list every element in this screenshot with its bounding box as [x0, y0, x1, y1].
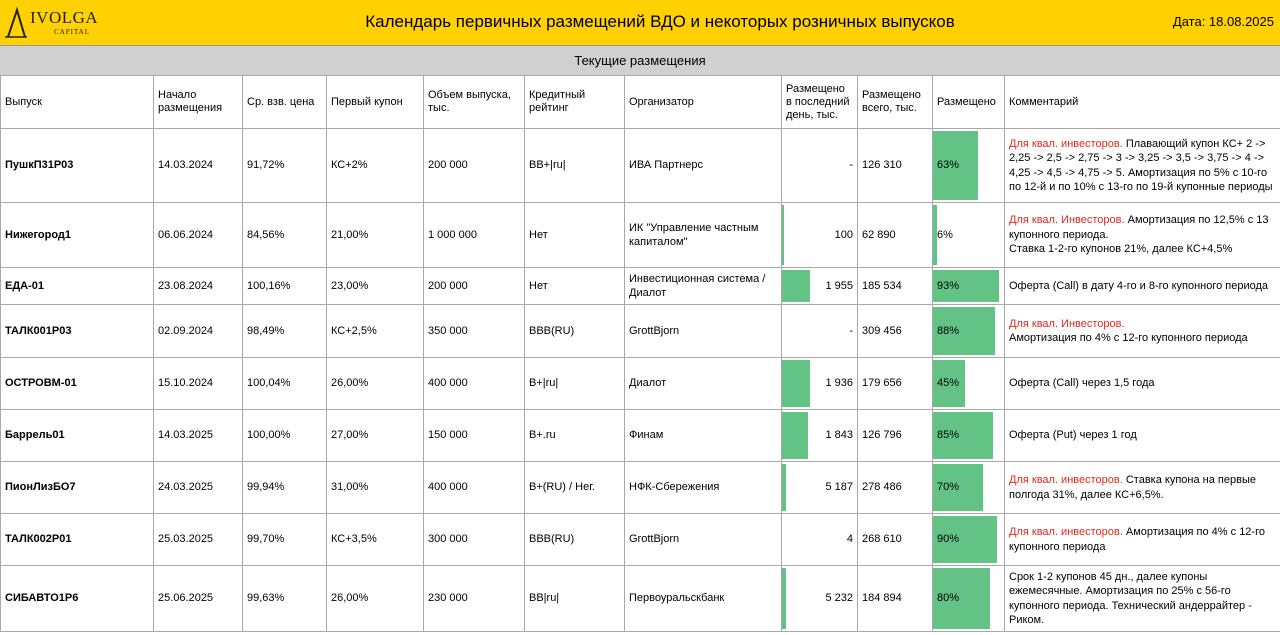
column-header: Комментарий — [1005, 76, 1280, 129]
placed-percent-value: 85% — [937, 429, 960, 442]
placed-percent — [933, 462, 1005, 514]
placed-last-day-value: 5 232 — [825, 592, 853, 605]
issue-name: ПушкП31Р03 — [1, 129, 154, 203]
placements-table — [0, 75, 1280, 632]
avg-price: 100,00% — [243, 410, 327, 462]
avg-price: 100,16% — [243, 268, 327, 305]
placed-last-day-value: 100 — [834, 228, 853, 241]
issue-volume: 200 000 — [424, 129, 525, 203]
avg-price: 99,70% — [243, 514, 327, 566]
start-date: 14.03.2024 — [154, 129, 243, 203]
comment-text: Оферта (Call) в дату 4-го и 8-го купонного периода — [1009, 279, 1269, 292]
issue-volume: 350 000 — [424, 305, 525, 358]
placed-last-day — [782, 566, 858, 632]
placed-last-day-value: 4 — [846, 533, 853, 546]
section-title: Текущие размещения — [0, 45, 1280, 75]
organizer: Первоуральскбанк — [625, 566, 782, 632]
comment-text: Оферта (Call) через 1,5 года — [1009, 377, 1155, 390]
comment-text-extra: Амортизация по 4% с 12-го купонного периода — [1009, 332, 1248, 344]
placed-percent-value: 63% — [937, 159, 960, 172]
comment-text: Амортизация по 4% с 12-го купонного периода — [1009, 526, 1265, 553]
column-header: Кредитный рейтинг — [525, 76, 625, 129]
avg-price: 84,56% — [243, 203, 327, 268]
placed-percent-value: 45% — [937, 377, 960, 390]
issue-name: Баррель01 — [1, 410, 154, 462]
table-row — [1, 358, 1280, 410]
table-row — [1, 203, 1280, 268]
placed-last-day-value: - — [849, 159, 853, 172]
credit-rating: BBB(RU) — [525, 305, 625, 358]
page-title: Календарь первичных размещений ВДО и некоторых розничных выпусков — [365, 12, 955, 31]
credit-rating: Нет — [525, 203, 625, 268]
issue-volume: 200 000 — [424, 268, 525, 305]
placed-percent-value: 70% — [937, 481, 960, 494]
placed-last-day — [782, 462, 858, 514]
issue-volume: 400 000 — [424, 358, 525, 410]
comment — [1005, 462, 1280, 514]
placed-total: 126 310 — [858, 129, 933, 203]
organizer: ИК "Управление частным капиталом" — [625, 203, 782, 268]
placed-percent — [933, 305, 1005, 358]
comment-text-extra: Ставка 1-2-го купонов 21%, далее КС+4,5% — [1009, 243, 1233, 256]
issue-name: ТАЛК002Р01 — [1, 514, 154, 566]
placed-percent — [933, 410, 1005, 462]
placed-last-day-value: 5 187 — [825, 481, 853, 494]
column-header: Объем выпуска, тыс. — [424, 76, 525, 129]
placed-last-day — [782, 129, 858, 203]
start-date: 02.09.2024 — [154, 305, 243, 358]
credit-rating: BB+|ru| — [525, 129, 625, 203]
issue-volume: 150 000 — [424, 410, 525, 462]
issue-name: ТАЛК001Р03 — [1, 305, 154, 358]
first-coupon: КС+3,5% — [327, 514, 424, 566]
first-coupon: 27,00% — [327, 410, 424, 462]
placed-last-day — [782, 305, 858, 358]
first-coupon: КС+2% — [327, 129, 424, 203]
comment-text: Амортизация по 12,5% с 13 купонного периода. — [1009, 214, 1269, 241]
start-date: 06.06.2024 — [154, 203, 243, 268]
start-date: 24.03.2025 — [154, 462, 243, 514]
column-header: Выпуск — [1, 76, 154, 129]
placed-total: 62 890 — [858, 203, 933, 268]
comment — [1005, 203, 1280, 268]
qualified-investors-note: Для квал. Инвесторов. — [1009, 214, 1125, 227]
placed-last-day — [782, 410, 858, 462]
logo-name: IVOLGA — [30, 8, 99, 27]
comment — [1005, 514, 1280, 566]
first-coupon: 23,00% — [327, 268, 424, 305]
column-header: Ср. взв. цена — [243, 76, 327, 129]
report-date: Дата: 18.08.2025 — [1172, 14, 1274, 29]
credit-rating: BB|ru| — [525, 566, 625, 632]
table-row — [1, 305, 1280, 358]
table-row — [1, 410, 1280, 462]
issue-volume: 230 000 — [424, 566, 525, 632]
organizer: ИВА Партнерс — [625, 129, 782, 203]
comment — [1005, 268, 1280, 305]
placed-total: 309 456 — [858, 305, 933, 358]
issue-name: Нижегород1 — [1, 203, 154, 268]
column-header: Организатор — [625, 76, 782, 129]
organizer: GrottBjorn — [625, 305, 782, 358]
issue-volume: 400 000 — [424, 462, 525, 514]
table-row — [1, 514, 1280, 566]
column-header: Первый купон — [327, 76, 424, 129]
avg-price: 100,04% — [243, 358, 327, 410]
comment-text: Плавающий купон КС+ 2 -> 2,25 -> 2,5 -> 2,75 -> 3 -> 3,25 -> 3,5 -> 3,75 -> 4 -> 4,25 -> 4,5 -> 4,75 -> 5. Амортизация по 5% с 10-го по 12-й и по 10% с 13-го по 19-й купонные периоды — [1009, 137, 1273, 193]
placed-last-day-value: 1 936 — [825, 377, 853, 390]
issue-volume: 1 000 000 — [424, 203, 525, 268]
organizer: Финам — [625, 410, 782, 462]
placed-total: 179 656 — [858, 358, 933, 410]
placed-total: 126 796 — [858, 410, 933, 462]
placed-last-day — [782, 514, 858, 566]
issue-volume: 300 000 — [424, 514, 525, 566]
start-date: 25.06.2025 — [154, 566, 243, 632]
placed-percent — [933, 514, 1005, 566]
placed-last-day — [782, 358, 858, 410]
column-header: Размещено — [933, 76, 1005, 129]
comment — [1005, 305, 1280, 358]
qualified-investors-note: Для квал. инвесторов. — [1009, 526, 1123, 538]
organizer: GrottBjorn — [625, 514, 782, 566]
credit-rating: B+(RU) / Нег. — [525, 462, 625, 514]
first-coupon: КС+2,5% — [327, 305, 424, 358]
placed-percent — [933, 129, 1005, 203]
qualified-investors-note: Для квал. инвесторов. — [1009, 474, 1123, 486]
placed-percent-value: 80% — [937, 592, 960, 605]
placed-percent-value: 93% — [937, 279, 960, 292]
qualified-investors-note: Для квал. Инвесторов. — [1009, 317, 1125, 330]
issue-name: ПионЛизБО7 — [1, 462, 154, 514]
comment — [1005, 410, 1280, 462]
table-header-row — [1, 76, 1280, 129]
first-coupon: 26,00% — [327, 358, 424, 410]
placed-last-day-value: 1 955 — [825, 279, 853, 292]
table-row — [1, 129, 1280, 203]
column-header: Размещено всего, тыс. — [858, 76, 933, 129]
table-row — [1, 566, 1280, 632]
credit-rating: Нет — [525, 268, 625, 305]
organizer: Инвестиционная система / Диалот — [625, 268, 782, 305]
comment-text: Оферта (Put) через 1 год — [1009, 429, 1137, 442]
placed-total: 185 534 — [858, 268, 933, 305]
comment — [1005, 566, 1280, 632]
start-date: 25.03.2025 — [154, 514, 243, 566]
placed-total: 278 486 — [858, 462, 933, 514]
first-coupon: 26,00% — [327, 566, 424, 632]
placed-percent — [933, 268, 1005, 305]
comment — [1005, 358, 1280, 410]
placed-last-day-value: 1 843 — [825, 429, 853, 442]
placed-last-day-value: - — [849, 324, 853, 337]
placed-percent-value: 6% — [937, 228, 953, 241]
avg-price: 99,63% — [243, 566, 327, 632]
credit-rating: B+.ru — [525, 410, 625, 462]
placed-total: 184 894 — [858, 566, 933, 632]
issue-name: ОСТРОВМ-01 — [1, 358, 154, 410]
placed-percent — [933, 203, 1005, 268]
header-bar — [0, 0, 1280, 45]
start-date: 15.10.2024 — [154, 358, 243, 410]
table-row — [1, 268, 1280, 305]
placed-percent-value: 88% — [937, 324, 960, 337]
placed-percent — [933, 358, 1005, 410]
comment — [1005, 129, 1280, 203]
avg-price: 99,94% — [243, 462, 327, 514]
placed-last-day — [782, 203, 858, 268]
credit-rating: BBB(RU) — [525, 514, 625, 566]
qualified-investors-note: Для квал. инвесторов. — [1009, 137, 1123, 150]
placed-last-day — [782, 268, 858, 305]
first-coupon: 31,00% — [327, 462, 424, 514]
first-coupon: 21,00% — [327, 203, 424, 268]
table-body — [1, 129, 1280, 632]
column-header: Начало размещения — [154, 76, 243, 129]
logo-sub: CAPITAL — [54, 28, 90, 36]
avg-price: 91,72% — [243, 129, 327, 203]
organizer: НФК-Сбережения — [625, 462, 782, 514]
start-date: 23.08.2024 — [154, 268, 243, 305]
table-row — [1, 462, 1280, 514]
start-date: 14.03.2025 — [154, 410, 243, 462]
comment-text: Ставка купона на первые полгода 31%, далее КС+6,5%. — [1009, 474, 1256, 501]
placed-percent — [933, 566, 1005, 632]
placed-total: 268 610 — [858, 514, 933, 566]
column-header: Размещено в последний день, тыс. — [782, 76, 858, 129]
comment-text: Срок 1-2 купонов 45 дн., далее купоны ежемесячные. Амортизация по 25% с 56-го купонного периода. Технический андеррайтер - Риком. — [1009, 570, 1252, 626]
issue-name: СИБАВТО1Р6 — [1, 566, 154, 632]
organizer: Диалот — [625, 358, 782, 410]
avg-price: 98,49% — [243, 305, 327, 358]
issue-name: ЕДА-01 — [1, 268, 154, 305]
placed-percent-value: 90% — [937, 533, 960, 546]
credit-rating: B+|ru| — [525, 358, 625, 410]
